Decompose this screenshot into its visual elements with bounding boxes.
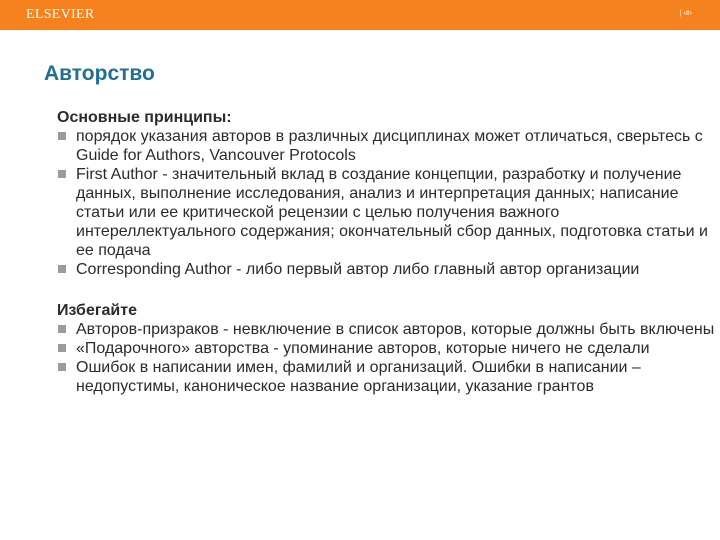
square-bullet-icon	[58, 344, 66, 352]
section-principles	[57, 108, 719, 279]
bullet-item	[57, 127, 719, 165]
slide-number: | ‹#›	[679, 10, 692, 17]
bullet-item	[57, 260, 719, 279]
bullet-text: First Author - значительный вклад в создание концепции, разработку и получение данных, выполнение исследования, анализ и интерпретация данных; написание статьи или ее критической рецензии с целью получения важного интереллектуального содержания; окончательный сбор данных, подготовка статьи и ее подача	[76, 166, 708, 259]
section-avoid	[57, 301, 719, 396]
bullet-text: Авторов-призраков - невключение в список авторов, которые должны быть включены	[76, 321, 715, 338]
slide-title: Авторство	[44, 62, 155, 85]
bullet-item	[57, 339, 719, 358]
bullet-text: Ошибок в написании имен, фамилий и организаций. Ошибки в написании – недопустимы, каноническое название организации, указание грантов	[76, 359, 641, 395]
section-spacer	[57, 279, 719, 301]
bullet-item	[57, 320, 719, 339]
section-heading: Основные принципы:	[57, 109, 232, 126]
header-bar	[0, 0, 720, 30]
square-bullet-icon	[58, 363, 66, 371]
square-bullet-icon	[58, 132, 66, 140]
section-heading: Избегайте	[57, 302, 137, 319]
square-bullet-icon	[58, 325, 66, 333]
square-bullet-icon	[58, 170, 66, 178]
bullet-item	[57, 358, 719, 396]
square-bullet-icon	[58, 265, 66, 273]
bullet-text: «Подарочного» авторства - упоминание авторов, которые ничего не сделали	[76, 340, 650, 357]
bullet-text: порядок указания авторов в различных дисциплинах может отличаться, сверьтесь с Guide for Authors, Vancouver Protocols	[76, 128, 703, 164]
slide-content	[57, 108, 719, 396]
bullet-item	[57, 165, 719, 260]
elsevier-logo-text: ELSEVIER	[26, 7, 95, 22]
bullet-text: Corresponding Author - либо первый автор либо главный автор организации	[76, 261, 640, 278]
